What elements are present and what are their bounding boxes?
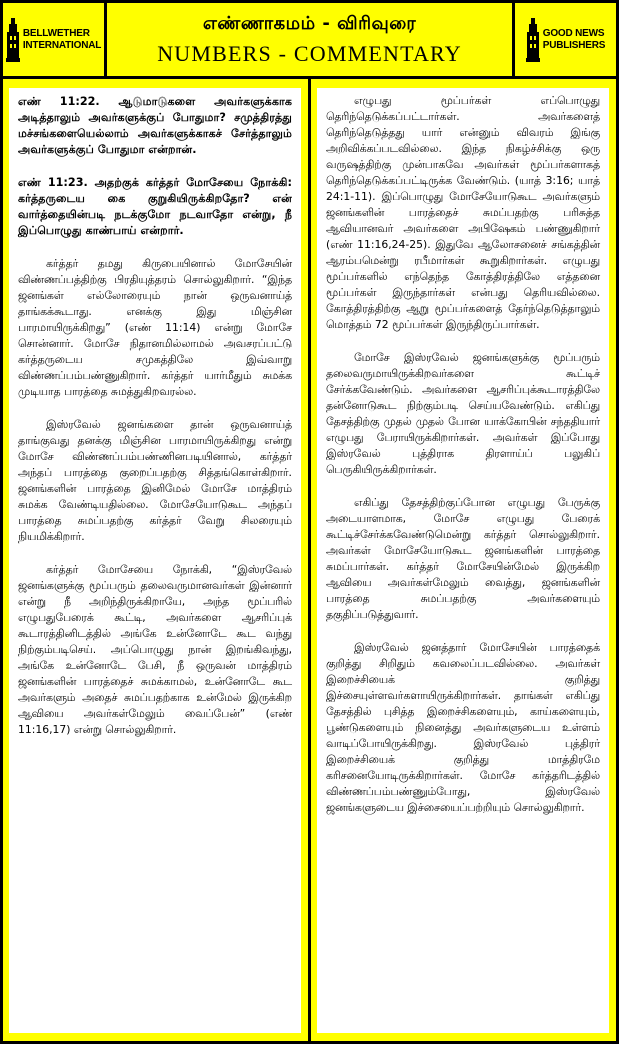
- title-english: NUMBERS - COMMENTARY: [157, 40, 462, 66]
- verse-11-22: எண் 11:22. ஆடுமாடுகளை அவர்களுக்காக அடித்தாலும் அவர்களுக்குப் போதுமா? சமுத்திரத்து மச்சங்களையெல்லாம் அவர்களுக்காகச் சேர்த்தாலும் அவர்களுக்குப் போதுமா என்றான்.: [18, 95, 292, 156]
- column-divider: [308, 79, 311, 1041]
- commentary-paragraph: இஸ்ரவேல் ஜனங்களை தான் ஒருவனாய்த் தாங்குவது தனக்கு மிஞ்சின பாரமாயிருக்கிறது என்று மோசே விண்ணப்பம்பண்ணினபடியினால், கர்த்தர் அந்தப் பாரத்தை குறைப்பதற்கு சித்தங்கொள்கிறார். ஜனங்களின் பாரத்தை இனிமேல் மோசே மாத்திரம் சுமக்க வேண்டியதில்லை. மோசேயோடுகூட அந்தப் பாரத்தை சுமப்பதற்கு கர்த்தர் வேறு சிலரையும் நியமிக்கிறார்.: [18, 418, 292, 543]
- logo-line-2: PUBLISHERS: [542, 39, 606, 51]
- commentary-paragraph: கர்த்தர் தமது கிருபையினால் மோசேயின் விண்ணப்பத்திற்கு பிரதியுத்தரம் சொல்லுகிறார். “இந்த ஜனங்கள் எல்லோரையும் நான் ஒருவனாய்த் தாங்கக்கூடாது. எனக்கு இது மிஞ்சின பாரமாயிருக்கிறது” (எண் 11:14) என்று மோசே சொன்னார். மோசே நிதானமில்லாமல் அவசரப்பட்டு கர்த்தருடைய சமுகத்திலே இவ்வாறு விண்ணப்பம்பண்ணுகிறார். கர்த்தர் யார்மீதும் சுமக்க முடியாத பாரத்தை சுமத்துகிறவரல்ல.: [18, 257, 292, 398]
- logo-line-1: BELLWETHER: [22, 27, 90, 39]
- page-header: [3, 3, 616, 79]
- title-area: [110, 3, 509, 76]
- left-column: [9, 88, 301, 1033]
- building-icon: [6, 18, 20, 62]
- commentary-paragraph: மோசே இஸ்ரவேல் ஜனங்களுக்கு மூப்பரும் தலைவருமாயிருக்கிறவர்களை கூட்டிச் சேர்க்கவேண்டும். அவர்களை ஆசரிப்புக்கூடாரத்திலே தன்னோடுகூட நிற்கும்படி செய்யவேண்டும். எகிப்து தேசத்திற்கு முதல் முதல் போன யாக்கோபின் சந்ததியார் எழுபது பேராயிருக்கிறார்கள். அவர்கள் இப்போது இஸ்ரவேல் புத்திராக திரளாய்ப் பலுகிப் பெருகியிருக்கிறார்கள்.: [326, 351, 600, 476]
- commentary-paragraph: கர்த்தர் மோசேயை நோக்கி, “இஸ்ரவேல் ஜனங்களுக்கு மூப்பரும் தலைவருமானவர்கள் இன்னார் என்று நீ அறிந்திருக்கிறாயே, அந்த மூப்பரில் எழுபதுபேரைக் கூட்டி, அவர்களை ஆசரிப்புக் கூடாரத்தினிடத்தில் அங்கே உன்னோடே கூட வந்து நிற்கும்படிசெய். அப்பொழுது நான் இறங்கிவந்து, அங்கே உன்னோடே பேசி, நீ ஒருவன் மாத்திரம் ஜனங்களின் பாரத்தைச் சுமக்காமல், உன்னோடே கூட அவர்களும் அதைச் சுமப்பதற்காக உன்மேல் இருக்கிற ஆவியை அவர்கள்மேலும் வைப்பேன்” (எண் 11:16,17) என்று சொல்லுகிறார்.: [18, 563, 292, 736]
- logo-line-2: INTERNATIONAL: [22, 39, 102, 51]
- commentary-paragraph: எழுபது மூப்பர்கள் எப்பொழுது தெரிந்தெடுக்கப்பட்டார்கள். அவர்களைத் தெரிந்தெடுத்தது யார் என்னும் விவரம் இங்கு அறிவிக்கப்படவில்லை. இந்த நிகழ்ச்சிக்கு ஒரு வருஷத்திற்கு முன்பாகவே அவர்கள் மூப்பர்களாகத் தெரிந்தெடுக்கப்பட்டிருக்க வேண்டும். (யாத் 3:16; யாத் 24:1-11). இப்பொழுது மோசேயோடுகூட அவர்களும் ஜனங்களின் பாரத்தைச் சுமப்பதற்கு பரிசுத்த ஆவியானவர் அவர்களை அபிஷேகம் பண்ணுகிறார் (எண் 11:16,24-25). இதுவே ஆலோசனைச் சங்கத்தின் ஆரம்பமென்று ரபீமார்கள் கூறுகிறார்கள். எழுபது மூப்பர்களில் எந்தெந்த கோத்திரத்திலே எத்தனை மூப்பர்கள் இருந்தார்கள் என்பது தெரியவில்லை. கோத்திரத்திற்கு ஆறு மூப்பர்களைத் தேர்ந்தெடுத்தாலும் மொத்தம் 72 மூப்பர்கள் இருந்திருப்பார்கள்.: [326, 94, 600, 331]
- logo-line-1: GOOD NEWS: [542, 27, 605, 39]
- verse-11-23: எண் 11:23. அதற்குக் கர்த்தர் மோசேயை நோக்கி: கர்த்தருடைய கை குறுகியிருக்கிறதோ? என் வார்த்தையின்படி நடக்குமோ நடவாதோ என்று, நீ இப்பொழுது காண்பாய் என்றார்.: [18, 176, 292, 237]
- bellwether-logo: [3, 3, 107, 76]
- right-column: [317, 88, 609, 1033]
- building-icon: [526, 18, 540, 62]
- commentary-paragraph: இஸ்ரவேல் ஜனத்தார் மோசேயின் பாரத்தைக் குறித்து சிறிதும் கவலைப்படவில்லை. அவர்கள் இறைச்சியைக் குறித்து இச்சையுள்ளவர்களாயிருக்கிறார்கள். தாங்கள் எகிப்து தேசத்தில் புசித்த இறைச்சிகளையும், காய்களையும், பூண்டுகளையும் நினைத்து அவர்களுடைய உள்ளம் வாடிப்போயிருக்கிறது. இஸ்ரவேல் புத்திரர் இறைச்சியைக் குறித்து மாத்திரமே கரிசனையோடிருக்கிறார்கள். மோசே கர்த்தரிடத்தில் விண்ணப்பம்பண்ணும்போது, இஸ்ரவேல் ஜனங்களுடைய இச்சையைப்பற்றியும் சொல்லுகிறார்.: [326, 641, 600, 814]
- commentary-paragraph: எகிப்து தேசத்திற்குப்போன எழுபது பேருக்கு அடையாளமாக, மோசே எழுபது பேரைக் கூட்டிச்சேர்க்கவேண்டுமென்று கர்த்தர் சொல்லுகிறார். அவர்கள் மோசேயோடுகூட ஜனங்களின் பாரத்தை சுமப்பார்கள். கர்த்தர் மோசேயின்மேல் இருக்கிற ஆவியை அவர்கள்மேலும் வைத்து, ஜனங்களின் பாரத்தை சுமப்பதற்கு அவர்களையும் தகுதிப்படுத்துவார்.: [326, 496, 600, 621]
- good-news-logo: [512, 3, 616, 76]
- title-tamil: எண்ணாகமம் - விரிவுரை: [202, 12, 417, 34]
